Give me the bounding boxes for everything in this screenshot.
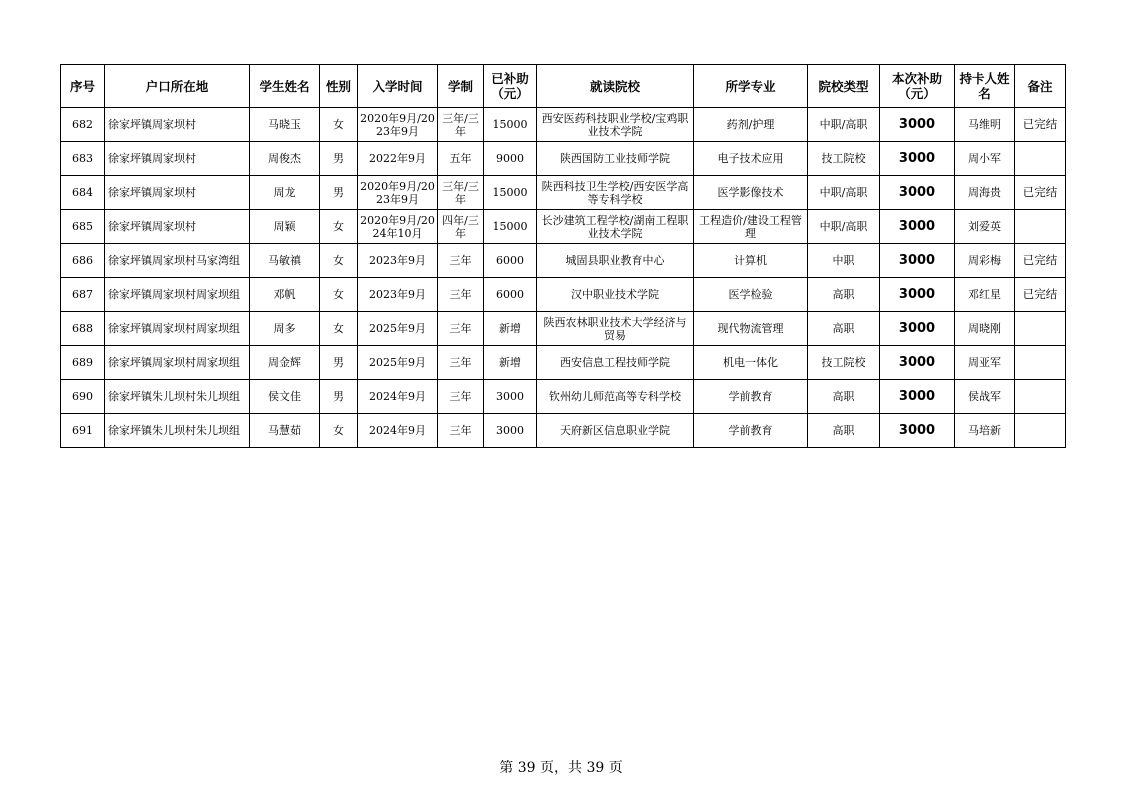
cell-index: 691 xyxy=(61,414,105,448)
cell-remarks xyxy=(1015,346,1066,380)
cell-enrollment-date: 2020年9月/2023年9月 xyxy=(358,108,438,142)
header-current-subsidy: 本次补助（元） xyxy=(880,65,955,108)
cell-duration: 三年 xyxy=(438,346,484,380)
cell-duration: 三年 xyxy=(438,380,484,414)
table-row xyxy=(61,414,1066,448)
cell-paid-subsidy: 6000 xyxy=(484,244,537,278)
cell-remarks xyxy=(1015,414,1066,448)
cell-gender: 男 xyxy=(320,176,358,210)
cell-remarks: 已完结 xyxy=(1015,244,1066,278)
header-index: 序号 xyxy=(61,65,105,108)
cell-remarks: 已完结 xyxy=(1015,176,1066,210)
cell-school-type: 中职/高职 xyxy=(808,210,880,244)
cell-residence: 徐家坪镇朱儿坝村朱儿坝组 xyxy=(105,380,250,414)
cell-current-subsidy: 3000 xyxy=(880,176,955,210)
cell-residence: 徐家坪镇周家坝村 xyxy=(105,176,250,210)
cell-school-type: 高职 xyxy=(808,278,880,312)
header-enrollment-date: 入学时间 xyxy=(358,65,438,108)
cell-current-subsidy: 3000 xyxy=(880,346,955,380)
cell-remarks: 已完结 xyxy=(1015,278,1066,312)
cell-index: 687 xyxy=(61,278,105,312)
cell-current-subsidy: 3000 xyxy=(880,278,955,312)
cell-paid-subsidy: 3000 xyxy=(484,380,537,414)
cell-residence: 徐家坪镇周家坝村周家坝组 xyxy=(105,278,250,312)
cell-cardholder: 周彩梅 xyxy=(955,244,1015,278)
cell-residence: 徐家坪镇周家坝村马家湾组 xyxy=(105,244,250,278)
cell-index: 684 xyxy=(61,176,105,210)
cell-gender: 男 xyxy=(320,346,358,380)
table-row xyxy=(61,108,1066,142)
cell-current-subsidy: 3000 xyxy=(880,244,955,278)
cell-school: 钦州幼儿师范高等专科学校 xyxy=(537,380,694,414)
cell-school: 长沙建筑工程学校/湖南工程职业技术学院 xyxy=(537,210,694,244)
cell-remarks xyxy=(1015,210,1066,244)
cell-cardholder: 周晓刚 xyxy=(955,312,1015,346)
header-school: 就读院校 xyxy=(537,65,694,108)
cell-student-name: 马慧茹 xyxy=(250,414,320,448)
header-cardholder: 持卡人姓名 xyxy=(955,65,1015,108)
cell-residence: 徐家坪镇周家坝村周家坝组 xyxy=(105,346,250,380)
cell-index: 685 xyxy=(61,210,105,244)
cell-school: 陕西科技卫生学校/西安医学高等专科学校 xyxy=(537,176,694,210)
cell-gender: 女 xyxy=(320,244,358,278)
cell-remarks: 已完结 xyxy=(1015,108,1066,142)
cell-gender: 女 xyxy=(320,278,358,312)
cell-enrollment-date: 2022年9月 xyxy=(358,142,438,176)
cell-duration: 四年/三年 xyxy=(438,210,484,244)
cell-school-type: 中职 xyxy=(808,244,880,278)
cell-paid-subsidy: 15000 xyxy=(484,108,537,142)
cell-current-subsidy: 3000 xyxy=(880,142,955,176)
cell-current-subsidy: 3000 xyxy=(880,108,955,142)
cell-school: 西安医药科技职业学校/宝鸡职业技术学院 xyxy=(537,108,694,142)
cell-current-subsidy: 3000 xyxy=(880,210,955,244)
cell-residence: 徐家坪镇周家坝村周家坝组 xyxy=(105,312,250,346)
cell-paid-subsidy: 9000 xyxy=(484,142,537,176)
cell-school: 陕西国防工业技师学院 xyxy=(537,142,694,176)
cell-cardholder: 侯战军 xyxy=(955,380,1015,414)
cell-student-name: 周金辉 xyxy=(250,346,320,380)
cell-cardholder: 马培新 xyxy=(955,414,1015,448)
cell-index: 686 xyxy=(61,244,105,278)
cell-remarks xyxy=(1015,312,1066,346)
cell-school: 天府新区信息职业学院 xyxy=(537,414,694,448)
cell-current-subsidy: 3000 xyxy=(880,414,955,448)
header-paid-subsidy: 已补助（元） xyxy=(484,65,537,108)
cell-enrollment-date: 2025年9月 xyxy=(358,312,438,346)
cell-remarks xyxy=(1015,142,1066,176)
cell-index: 683 xyxy=(61,142,105,176)
cell-enrollment-date: 2025年9月 xyxy=(358,346,438,380)
table-row xyxy=(61,244,1066,278)
cell-index: 689 xyxy=(61,346,105,380)
cell-student-name: 周俊杰 xyxy=(250,142,320,176)
cell-major: 医学影像技术 xyxy=(694,176,808,210)
cell-student-name: 侯文佳 xyxy=(250,380,320,414)
cell-gender: 男 xyxy=(320,380,358,414)
cell-current-subsidy: 3000 xyxy=(880,312,955,346)
table-row xyxy=(61,346,1066,380)
cell-cardholder: 周海贵 xyxy=(955,176,1015,210)
cell-gender: 女 xyxy=(320,312,358,346)
cell-major: 工程造价/建设工程管理 xyxy=(694,210,808,244)
cell-school-type: 高职 xyxy=(808,414,880,448)
cell-residence: 徐家坪镇周家坝村 xyxy=(105,142,250,176)
cell-school: 陕西农林职业技术大学经济与贸易 xyxy=(537,312,694,346)
cell-major: 学前教育 xyxy=(694,414,808,448)
header-gender: 性别 xyxy=(320,65,358,108)
cell-school: 城固县职业教育中心 xyxy=(537,244,694,278)
cell-major: 现代物流管理 xyxy=(694,312,808,346)
cell-gender: 女 xyxy=(320,210,358,244)
table-row xyxy=(61,176,1066,210)
table-header-row xyxy=(61,65,1066,108)
cell-enrollment-date: 2020年9月/2023年9月 xyxy=(358,176,438,210)
cell-gender: 女 xyxy=(320,108,358,142)
cell-student-name: 周龙 xyxy=(250,176,320,210)
cell-index: 690 xyxy=(61,380,105,414)
cell-residence: 徐家坪镇周家坝村 xyxy=(105,210,250,244)
cell-duration: 三年 xyxy=(438,244,484,278)
cell-duration: 三年 xyxy=(438,414,484,448)
cell-duration: 三年 xyxy=(438,278,484,312)
cell-student-name: 邓帆 xyxy=(250,278,320,312)
cell-school-type: 技工院校 xyxy=(808,142,880,176)
table-row xyxy=(61,210,1066,244)
cell-cardholder: 刘爱英 xyxy=(955,210,1015,244)
cell-school-type: 高职 xyxy=(808,380,880,414)
header-duration: 学制 xyxy=(438,65,484,108)
table-row xyxy=(61,312,1066,346)
cell-cardholder: 邓红星 xyxy=(955,278,1015,312)
subsidy-table xyxy=(60,64,1066,448)
cell-student-name: 周颖 xyxy=(250,210,320,244)
cell-major: 计算机 xyxy=(694,244,808,278)
cell-duration: 三年/三年 xyxy=(438,108,484,142)
cell-current-subsidy: 3000 xyxy=(880,380,955,414)
header-remarks: 备注 xyxy=(1015,65,1066,108)
cell-paid-subsidy: 新增 xyxy=(484,346,537,380)
cell-paid-subsidy: 15000 xyxy=(484,176,537,210)
cell-major: 药剂/护理 xyxy=(694,108,808,142)
cell-school-type: 技工院校 xyxy=(808,346,880,380)
header-major: 所学专业 xyxy=(694,65,808,108)
cell-gender: 女 xyxy=(320,414,358,448)
cell-school-type: 高职 xyxy=(808,312,880,346)
header-school-type: 院校类型 xyxy=(808,65,880,108)
cell-enrollment-date: 2023年9月 xyxy=(358,244,438,278)
cell-student-name: 马敏禛 xyxy=(250,244,320,278)
header-residence: 户口所在地 xyxy=(105,65,250,108)
cell-major: 医学检验 xyxy=(694,278,808,312)
table-row xyxy=(61,142,1066,176)
cell-remarks xyxy=(1015,380,1066,414)
cell-residence: 徐家坪镇朱儿坝村朱儿坝组 xyxy=(105,414,250,448)
cell-major: 电子技术应用 xyxy=(694,142,808,176)
cell-duration: 五年 xyxy=(438,142,484,176)
cell-school: 汉中职业技术学院 xyxy=(537,278,694,312)
page-footer: 第 39 页，共 39 页 xyxy=(499,760,623,776)
cell-duration: 三年 xyxy=(438,312,484,346)
cell-major: 学前教育 xyxy=(694,380,808,414)
cell-enrollment-date: 2020年9月/2024年10月 xyxy=(358,210,438,244)
cell-school-type: 中职/高职 xyxy=(808,108,880,142)
cell-duration: 三年/三年 xyxy=(438,176,484,210)
header-student-name: 学生姓名 xyxy=(250,65,320,108)
cell-enrollment-date: 2024年9月 xyxy=(358,380,438,414)
cell-index: 688 xyxy=(61,312,105,346)
cell-school: 西安信息工程技师学院 xyxy=(537,346,694,380)
cell-enrollment-date: 2024年9月 xyxy=(358,414,438,448)
cell-residence: 徐家坪镇周家坝村 xyxy=(105,108,250,142)
table-body xyxy=(61,108,1066,448)
cell-student-name: 周多 xyxy=(250,312,320,346)
cell-enrollment-date: 2023年9月 xyxy=(358,278,438,312)
cell-gender: 男 xyxy=(320,142,358,176)
table-row xyxy=(61,278,1066,312)
cell-cardholder: 周小军 xyxy=(955,142,1015,176)
cell-paid-subsidy: 6000 xyxy=(484,278,537,312)
cell-index: 682 xyxy=(61,108,105,142)
cell-cardholder: 周亚军 xyxy=(955,346,1015,380)
cell-paid-subsidy: 新增 xyxy=(484,312,537,346)
cell-paid-subsidy: 15000 xyxy=(484,210,537,244)
table-row xyxy=(61,380,1066,414)
cell-major: 机电一体化 xyxy=(694,346,808,380)
cell-school-type: 中职/高职 xyxy=(808,176,880,210)
cell-paid-subsidy: 3000 xyxy=(484,414,537,448)
cell-cardholder: 马维明 xyxy=(955,108,1015,142)
cell-student-name: 马晓玉 xyxy=(250,108,320,142)
